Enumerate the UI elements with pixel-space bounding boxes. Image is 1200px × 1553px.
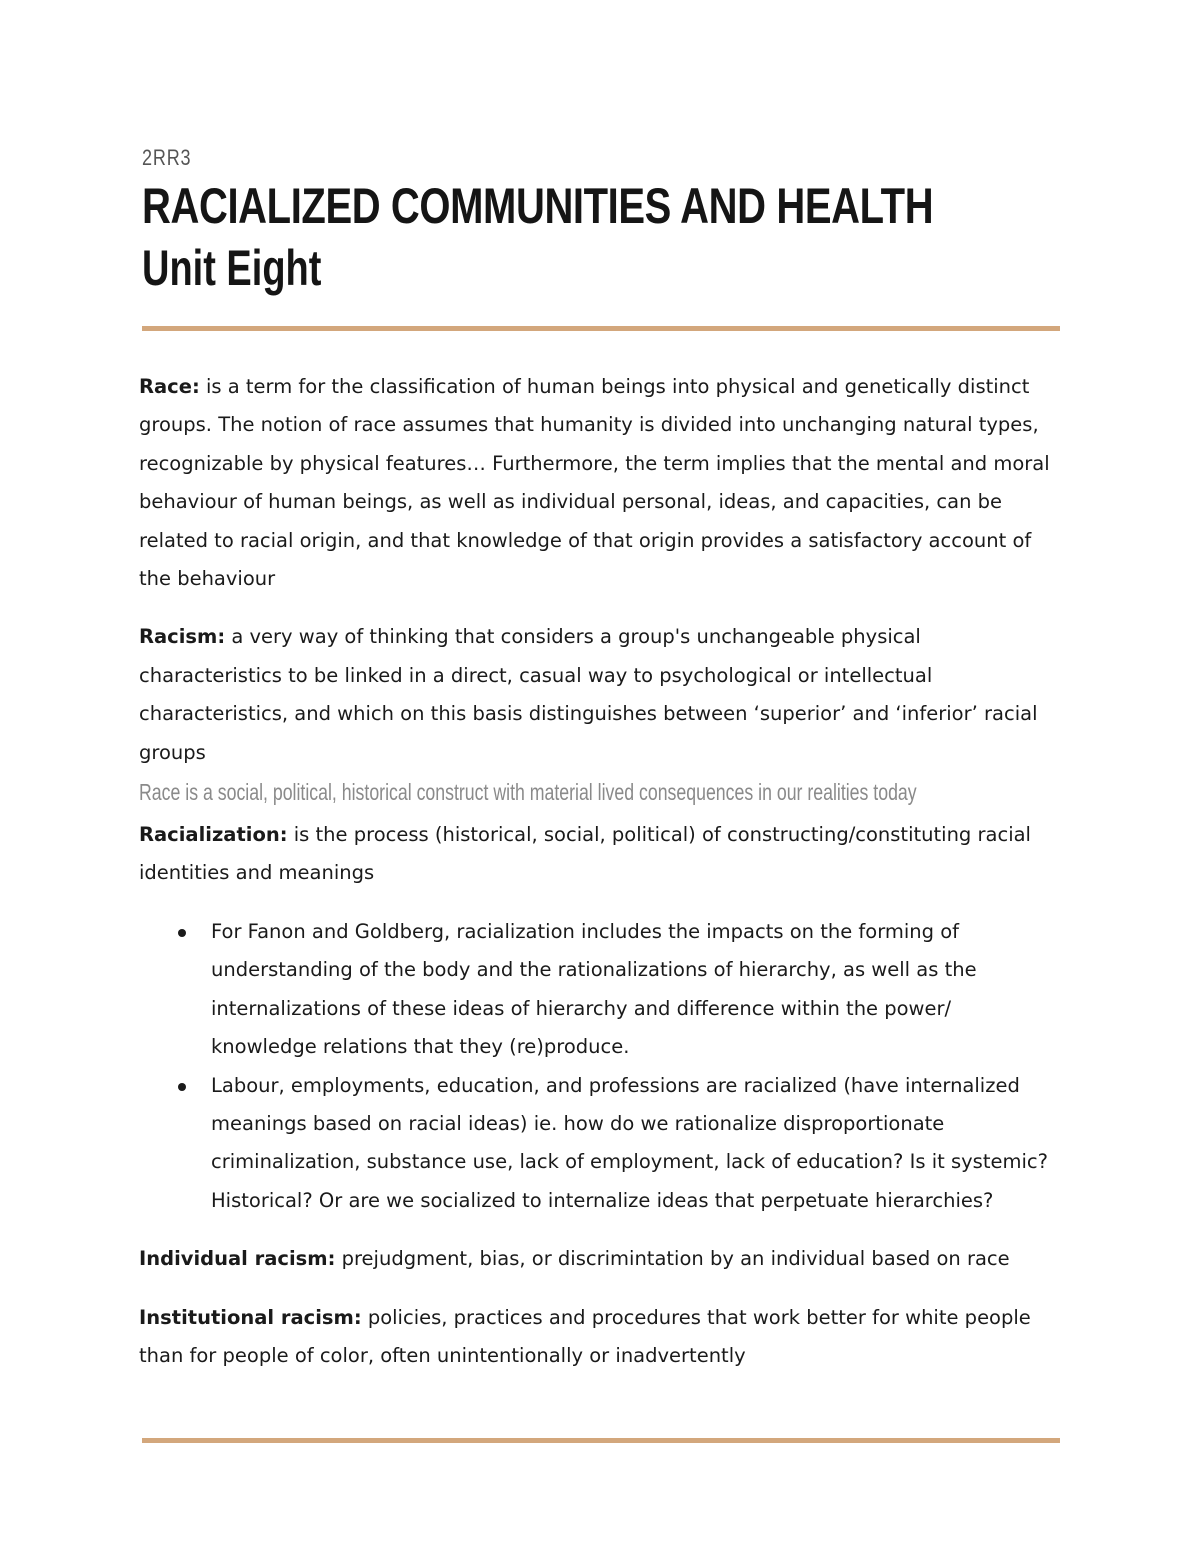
footer-divider	[142, 1438, 1060, 1443]
document-subtitle: Unit Eight	[142, 240, 322, 296]
definition-institutional-racism	[139, 1299, 1060, 1376]
document-title: RACIALIZED COMMUNITIES AND HEALTH	[142, 178, 934, 234]
list-item	[211, 913, 1060, 1067]
bullet-icon	[178, 1083, 186, 1091]
definition-term: Individual racism:	[139, 1247, 336, 1271]
bullet-icon	[178, 929, 186, 937]
list-item	[211, 1067, 1060, 1221]
course-code: 2RR3	[142, 145, 192, 170]
header-divider	[142, 326, 1060, 331]
definition-term: Racialization:	[139, 823, 288, 847]
list-item-text: For Fanon and Goldberg, racialization includes the impacts on the forming of understanding of the body and the rationalizations of hierarchy, as well as the internalizations of these ideas of hierarchy and difference within the power/ knowledge relations that they (re)produce.	[211, 919, 977, 1059]
definition-text: policies, practices and procedures that work better for white people than for people of color, often unintentionally or inadvertently	[139, 1305, 1031, 1367]
definition-text: is the process (historical, social, political) of constructing/constituting racial identities and meanings	[139, 823, 1031, 885]
document-body	[139, 368, 1060, 1375]
definition-text: a very way of thinking that considers a group's unchangeable physical characteristics to be linked in a direct, casual way to psychological or intellectual characteristics, and which on this basis distinguishes between ‘superior’ and ‘inferior’ racial groups	[139, 625, 1038, 764]
definition-racialization	[139, 816, 1060, 893]
definition-racism	[139, 618, 1060, 772]
definition-text: is a term for the classification of human beings into physical and genetically distinct groups. The notion of race assumes that humanity is divided into unchanging natural types, recognizable by physical features… Furthermore, the term implies that the mental and moral behaviour of human beings, as well as individual personal, ideas, and capacities, can be related to racial origin, and that knowledge of that origin provides a satisfactory account of the behaviour	[139, 375, 1050, 591]
definition-individual-racism	[139, 1240, 1060, 1278]
definition-race	[139, 368, 1060, 598]
race-construct-highlight: Race is a social, political, historical construct with material lived consequences in our realities today	[139, 779, 917, 806]
definition-term: Racism:	[139, 625, 226, 649]
definition-term: Institutional racism:	[139, 1305, 362, 1329]
definition-term: Race:	[139, 375, 200, 398]
document-page	[139, 140, 1060, 1395]
racialization-bullet-list	[142, 913, 1060, 1220]
definition-text: prejudgment, bias, or discrimintation by an individual based on race	[335, 1247, 1010, 1271]
list-item-text: Labour, employments, education, and professions are racialized (have internalized meanings based on racial ideas) ie. how do we rationalize disproportionate criminalization, substance use, lack of employment, lack of education? Is it systemic? Historical? Or are we socialized to internalize ideas that perpetuate hierarchies?	[211, 1073, 1048, 1212]
